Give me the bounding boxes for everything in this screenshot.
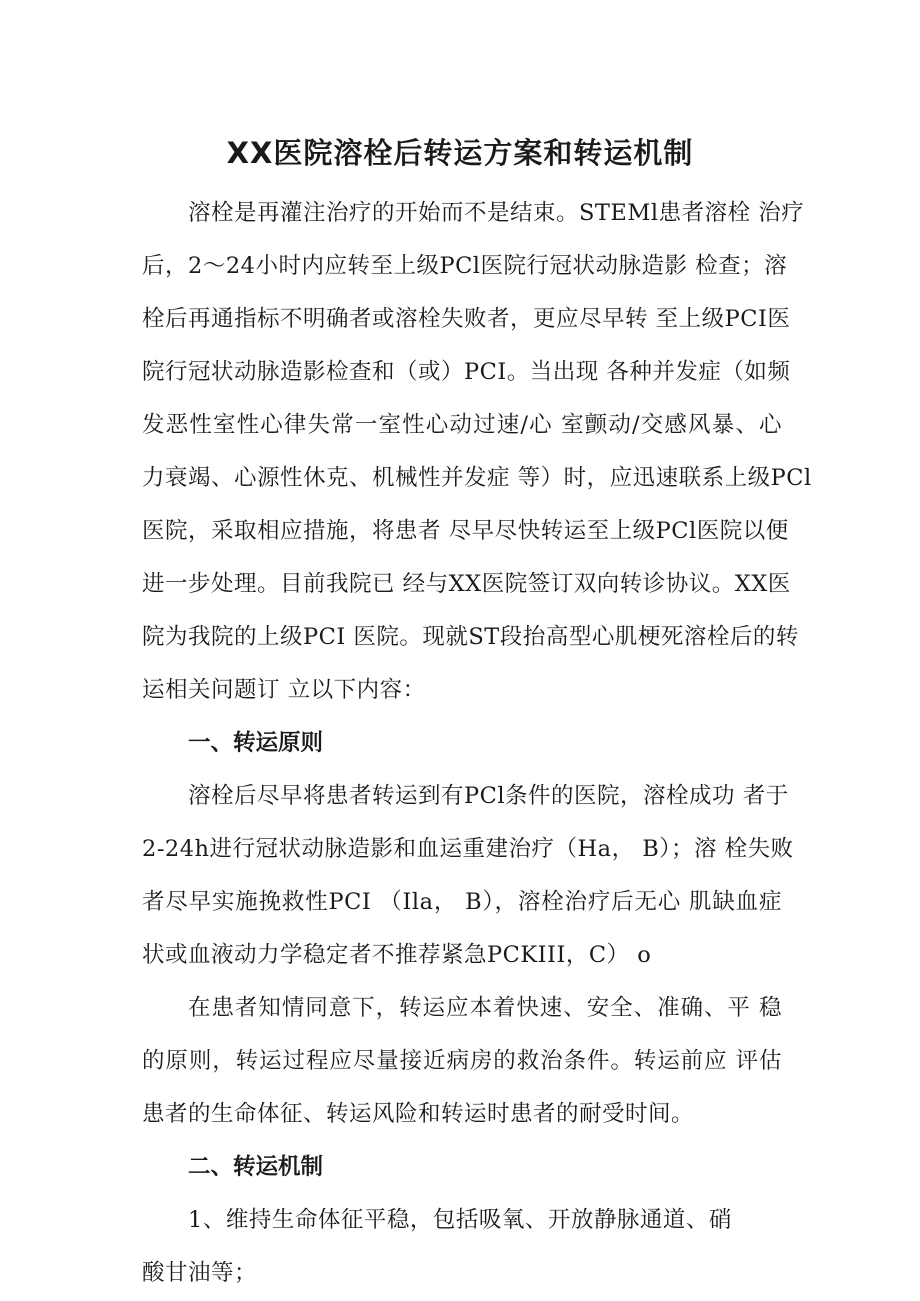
intro-line-9: 院为我院的上级PCI 医院。现就ST段抬高型心肌梗死溶栓后的转	[142, 624, 799, 650]
intro-line-6: 力衰竭、心源性休克、机械性并发症 等）时，应迅速联系上级PCl	[142, 465, 812, 491]
document-title: XX医院溶栓后转运方案和转运机制	[226, 136, 694, 170]
section2-heading: 二、转运机制	[188, 1154, 324, 1180]
intro-line-5: 发恶性室性心律失常一室性心动过速/心 室颤动/交感风暴、心	[142, 412, 782, 438]
section1-para1-line-4: 状或血液动力学稳定者不推荐紧急PCKIII，C） o	[142, 942, 652, 968]
intro-line-4: 院行冠状动脉造影检查和（或）PCI。当出现 各种并发症（如频	[142, 359, 791, 385]
section1-para1-line-3: 者尽早实施挽救性PCI （Ila， B），溶栓治疗后无心 肌缺血症	[142, 889, 782, 915]
intro-line-2: 后，2～24小时内应转至上级PCl医院行冠状动脉造影 检查；溶	[142, 253, 788, 279]
section2-item1-line-1: 1、维持生命体征平稳，包括吸氧、开放静脉通道、硝	[188, 1207, 732, 1233]
intro-line-7: 医院，采取相应措施，将患者 尽早尽快转运至上级PCl医院以便	[142, 518, 789, 544]
intro-line-1: 溶栓是再灌注治疗的开始而不是结束。STEMl患者溶栓 治疗	[188, 200, 805, 226]
section1-para2-line-2: 的原则，转运过程应尽量接近病房的救治条件。转运前应 评估	[142, 1048, 782, 1074]
section2-item1-line-2: 酸甘油等；	[142, 1260, 258, 1286]
intro-line-10: 运相关问题订 立以下内容：	[142, 677, 426, 703]
section1-heading: 一、转运原则	[188, 730, 324, 756]
section1-para1-line-2: 2-24h进行冠状动脉造影和血运重建治疗（Ha， B）；溶 栓失败	[142, 836, 794, 862]
section1-para2-line-1: 在患者知情同意下，转运应本着快速、安全、准确、平 稳	[188, 995, 782, 1021]
intro-line-3: 栓后再通指标不明确者或溶栓失败者，更应尽早转 至上级PCI医	[142, 306, 791, 332]
section1-para2-line-3: 患者的生命体征、转运风险和转运时患者的耐受时间。	[142, 1101, 695, 1127]
intro-line-8: 进一步处理。目前我院已 经与XX医院签订双向转诊协议。XX医	[142, 571, 791, 597]
section1-para1-line-1: 溶栓后尽早将患者转运到有PCl条件的医院，溶栓成功 者于	[188, 783, 789, 809]
